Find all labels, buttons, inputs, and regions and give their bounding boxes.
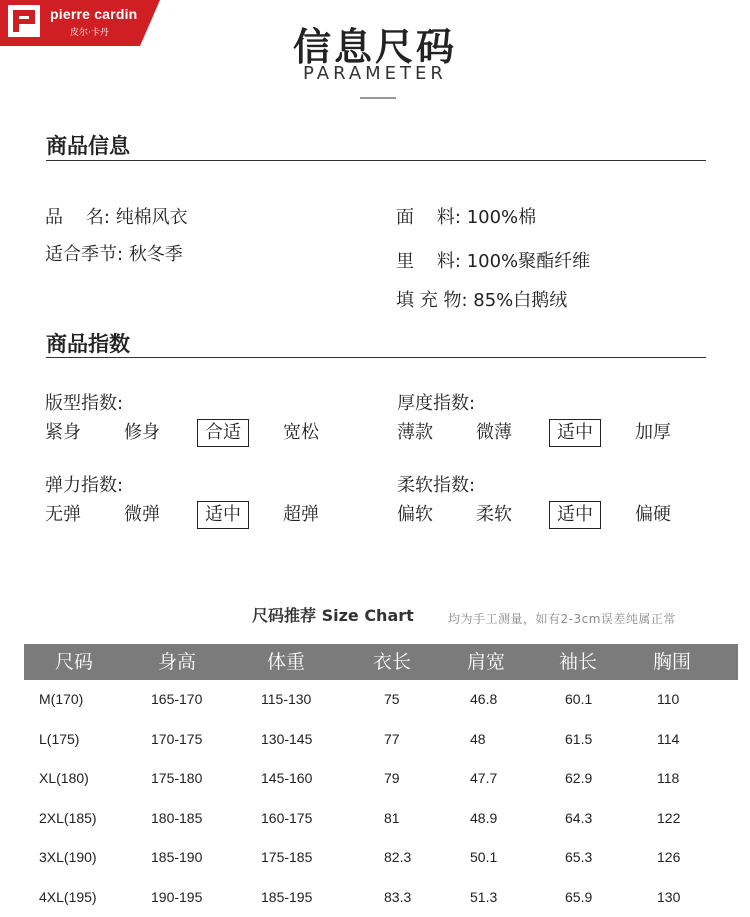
table-cell: 46.8 bbox=[470, 691, 498, 707]
table-cell: 145-160 bbox=[261, 770, 313, 786]
table-cell: 130 bbox=[657, 888, 681, 905]
table-cell: 126 bbox=[657, 849, 681, 865]
table-cell: 4XL(195) bbox=[39, 888, 97, 905]
table-cell: XL(180) bbox=[39, 770, 89, 786]
table-cell: 48.9 bbox=[470, 809, 498, 826]
column-header: 体重 bbox=[266, 651, 305, 673]
logo-brand-cn: 皮尔·卡丹 bbox=[70, 28, 109, 38]
table-cell: 190-195 bbox=[151, 888, 203, 905]
table-cell: M(170) bbox=[39, 691, 84, 707]
table-cell: 175-180 bbox=[151, 770, 203, 786]
info-fabric-label: 面 料: bbox=[396, 207, 461, 228]
thickness-option-selected: 适中 bbox=[549, 419, 601, 447]
table-cell: 62.9 bbox=[565, 770, 593, 786]
fit-option-3: 宽松 bbox=[283, 422, 319, 443]
table-cell: 2XL(185) bbox=[39, 809, 97, 826]
table-cell: 81 bbox=[384, 809, 400, 826]
table-cell: 160-175 bbox=[261, 809, 313, 826]
info-filling-label: 填 充 物: bbox=[396, 290, 468, 311]
table-cell: 60.1 bbox=[565, 691, 593, 707]
table-cell: 185-195 bbox=[261, 888, 313, 905]
product-info-heading: 商品信息 bbox=[46, 134, 130, 158]
table-cell: 122 bbox=[657, 809, 681, 826]
info-fabric bbox=[396, 203, 536, 229]
softness-option-0: 偏软 bbox=[397, 504, 433, 525]
table-cell: 75 bbox=[384, 691, 400, 707]
product-info-rule bbox=[46, 160, 706, 161]
elasticity-option-selected: 适中 bbox=[197, 501, 249, 529]
table-cell: 50.1 bbox=[470, 849, 498, 865]
thickness-index-label: 厚度指数: bbox=[397, 393, 476, 414]
thickness-option-0: 薄款 bbox=[397, 422, 433, 443]
column-header: 肩宽 bbox=[466, 651, 505, 673]
size-chart-note: 均为手工测量，如有2-3cm误差纯属正常 bbox=[448, 612, 676, 626]
fit-option-0: 紧身 bbox=[45, 422, 81, 443]
elasticity-option-1: 微弹 bbox=[124, 504, 160, 525]
fit-index-label: 版型指数: bbox=[45, 393, 124, 414]
softness-option-selected: 适中 bbox=[549, 501, 601, 529]
table-cell: 165-170 bbox=[151, 691, 203, 707]
product-index-heading: 商品指数 bbox=[46, 332, 130, 356]
info-fabric-value: 100%棉 bbox=[466, 207, 537, 228]
info-season-value: 秋冬季 bbox=[128, 244, 183, 265]
info-name bbox=[45, 203, 188, 229]
table-cell: 65.3 bbox=[565, 849, 593, 865]
table-cell: 114 bbox=[657, 730, 680, 747]
table-row bbox=[24, 720, 738, 759]
table-cell: 65.9 bbox=[565, 888, 593, 905]
fit-option-selected: 合适 bbox=[197, 419, 249, 447]
table-cell: 82.3 bbox=[384, 849, 412, 865]
column-header: 袖长 bbox=[558, 651, 597, 673]
table-cell: 64.3 bbox=[565, 809, 593, 826]
column-header: 衣长 bbox=[372, 651, 411, 673]
table-cell: 48 bbox=[470, 730, 486, 747]
elasticity-option-3: 超弹 bbox=[283, 504, 319, 525]
table-cell: 83.3 bbox=[384, 888, 412, 905]
logo-brand-text: pierre cardin bbox=[50, 6, 138, 22]
table-row bbox=[24, 799, 738, 838]
table-cell: 180-185 bbox=[151, 809, 203, 826]
thickness-option-1: 微薄 bbox=[476, 422, 512, 443]
info-lining-value: 100%聚酯纤维 bbox=[466, 251, 591, 272]
elasticity-option-0: 无弹 bbox=[45, 504, 81, 525]
size-table-header bbox=[24, 644, 738, 680]
softness-option-1: 柔软 bbox=[476, 504, 512, 525]
product-index-rule bbox=[46, 357, 706, 358]
table-cell: 77 bbox=[384, 730, 400, 747]
table-cell: L(175) bbox=[39, 730, 80, 747]
table-row bbox=[24, 759, 738, 798]
elasticity-index-label: 弹力指数: bbox=[45, 475, 124, 496]
column-header: 尺码 bbox=[54, 651, 93, 673]
table-cell: 110 bbox=[657, 691, 680, 707]
page-subtitle: PARAMETER bbox=[303, 63, 447, 84]
info-season-label: 适合季节: bbox=[45, 244, 124, 265]
info-season bbox=[45, 240, 183, 266]
table-row bbox=[24, 878, 738, 917]
info-name-label: 品 名: bbox=[45, 207, 110, 228]
page-title: 信息尺码 bbox=[292, 25, 457, 69]
table-cell: 175-185 bbox=[261, 849, 313, 865]
column-header: 胸围 bbox=[652, 651, 691, 673]
column-header: 身高 bbox=[157, 651, 196, 673]
table-cell: 51.3 bbox=[470, 888, 498, 905]
table-cell: 3XL(190) bbox=[39, 849, 97, 865]
table-cell: 130-145 bbox=[261, 730, 313, 747]
table-cell: 170-175 bbox=[151, 730, 203, 747]
info-filling-value: 85%白鹅绒 bbox=[473, 290, 568, 311]
table-cell: 61.5 bbox=[565, 730, 593, 747]
size-chart-title: 尺码推荐 Size Chart bbox=[252, 606, 414, 625]
info-lining bbox=[396, 247, 590, 273]
table-row bbox=[24, 838, 738, 877]
table-cell: 115-130 bbox=[261, 691, 312, 707]
softness-index-label: 柔软指数: bbox=[397, 475, 476, 496]
info-name-value: 纯棉风衣 bbox=[115, 207, 188, 228]
softness-option-3: 偏硬 bbox=[635, 504, 671, 525]
info-filling bbox=[396, 286, 567, 312]
table-cell: 47.7 bbox=[470, 770, 498, 786]
info-lining-label: 里 料: bbox=[396, 251, 461, 272]
thickness-option-3: 加厚 bbox=[635, 422, 671, 443]
table-cell: 79 bbox=[384, 770, 400, 786]
table-cell: 185-190 bbox=[151, 849, 203, 865]
table-row bbox=[24, 680, 738, 719]
title-divider bbox=[360, 97, 396, 99]
table-cell: 118 bbox=[657, 770, 680, 786]
fit-option-1: 修身 bbox=[124, 422, 160, 443]
